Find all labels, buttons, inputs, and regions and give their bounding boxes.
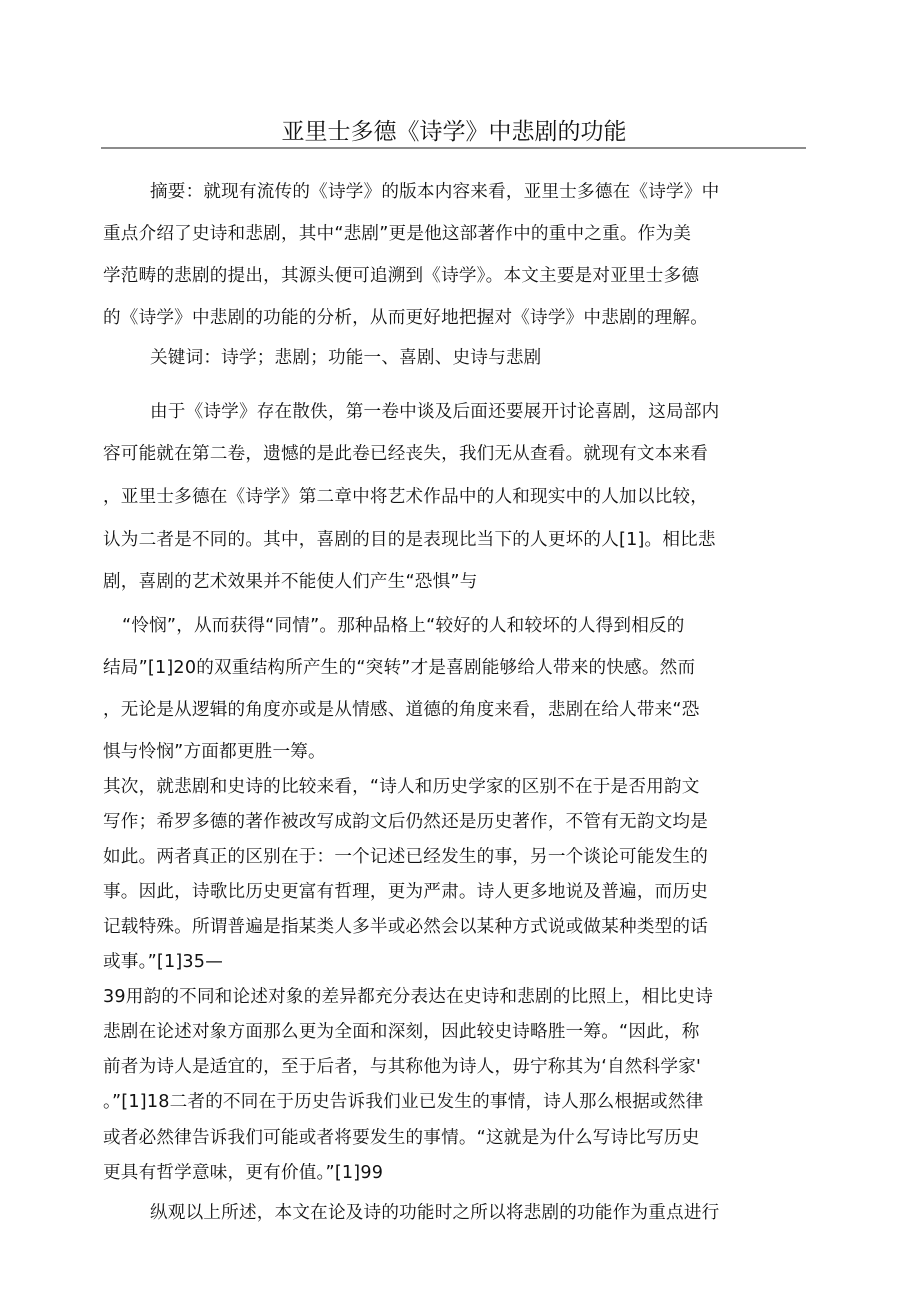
- paragraph-line: 剧，喜剧的艺术效果并不能使人们产生“恐惧”与: [103, 572, 478, 592]
- paragraph-line: 认为二者是不同的。其中，喜剧的目的是表现比当下的人更坏的人[1]。相比悲: [103, 530, 716, 550]
- paragraph-line: 纵观以上所述，本文在论及诗的功能时之所以将悲剧的功能作为重点进行: [150, 1203, 720, 1223]
- abstract-line: 摘要：就现有流传的《诗学》的版本内容来看，亚里士多德在《诗学》中: [150, 182, 720, 202]
- paragraph-line: 或事。”[1]35—: [103, 952, 223, 972]
- paragraph-line: 容可能就在第二卷，遗憾的是此卷已经丧失，我们无从查看。就现有文本来看: [103, 444, 708, 464]
- paragraph-line: ，无论是从逻辑的角度亦或是从情感、道德的角度来看，悲剧在给人带来“恐: [103, 700, 700, 720]
- paragraph-line: 悲剧在论述对象方面那么更为全面和深刻，因此较史诗略胜一筹。“因此，称: [103, 1022, 700, 1042]
- paragraph-line: 事。因此，诗歌比历史更富有哲理，更为严肃。诗人更多地说及普遍，而历史: [103, 882, 708, 902]
- paragraph-line: 由于《诗学》存在散佚，第一卷中谈及后面还要展开讨论喜剧，这局部内: [150, 402, 720, 422]
- abstract-line: 的《诗学》中悲剧的功能的分析，从而更好地把握对《诗学》中悲剧的理解。: [103, 308, 708, 328]
- paragraph-line: 记载特殊。所谓普遍是指某类人多半或必然会以某种方式说或做某种类型的话: [103, 917, 708, 937]
- paragraph-line: 写作；希罗多德的著作被改写成韵文后仍然还是历史著作，不管有无韵文均是: [103, 812, 708, 832]
- abstract-line: 重点介绍了史诗和悲剧，其中“悲剧”更是他这部著作中的重中之重。作为美: [103, 224, 692, 244]
- paragraph-line: 结局”[1]20的双重结构所产生的“突转”才是喜剧能够给人带来的快感。然而: [103, 658, 696, 678]
- abstract-line: 学范畴的悲剧的提出，其源头便可追溯到《诗学》。本文主要是对亚里士多德: [103, 266, 700, 286]
- paragraph-line: 或者必然律告诉我们可能或者将要发生的事情。“这就是为什么写诗比写历史: [103, 1128, 700, 1148]
- paragraph-line: 更具有哲学意味，更有价值。”[1]99: [103, 1163, 384, 1183]
- paragraph-line: 。”[1]18二者的不同在于历史告诉我们业已发生的事情，诗人那么根据或然律: [103, 1092, 704, 1112]
- paragraph-line: 惧与怜悯”方面都更胜一筹。: [103, 742, 326, 762]
- title-underline-divider: [101, 147, 806, 149]
- paragraph-line: 39用韵的不同和论述对象的差异都充分表达在史诗和悲剧的比照上，相比史诗: [103, 987, 713, 1007]
- paragraph-line: 前者为诗人是适宜的，至于后者，与其称他为诗人，毋宁称其为‘自然科学家': [103, 1057, 702, 1077]
- paragraph-line: ，亚里士多德在《诗学》第二章中将艺术作品中的人和现实中的人加以比较，: [103, 487, 708, 507]
- keywords-line: 关键词：诗学；悲剧；功能一、喜剧、史诗与悲剧: [150, 348, 542, 368]
- paragraph-line: “怜悯”，从而获得“同情”。那种品格上“较好的人和较坏的人得到相反的: [122, 616, 685, 636]
- paragraph-line: 其次，就悲剧和史诗的比较来看，“诗人和历史学家的区别不在于是否用韵文: [103, 777, 700, 797]
- document-title: 亚里士多德《诗学》中悲剧的功能: [281, 119, 627, 145]
- paragraph-line: 如此。两者真正的区别在于：一个记述已经发生的事，另一个谈论可能发生的: [103, 847, 708, 867]
